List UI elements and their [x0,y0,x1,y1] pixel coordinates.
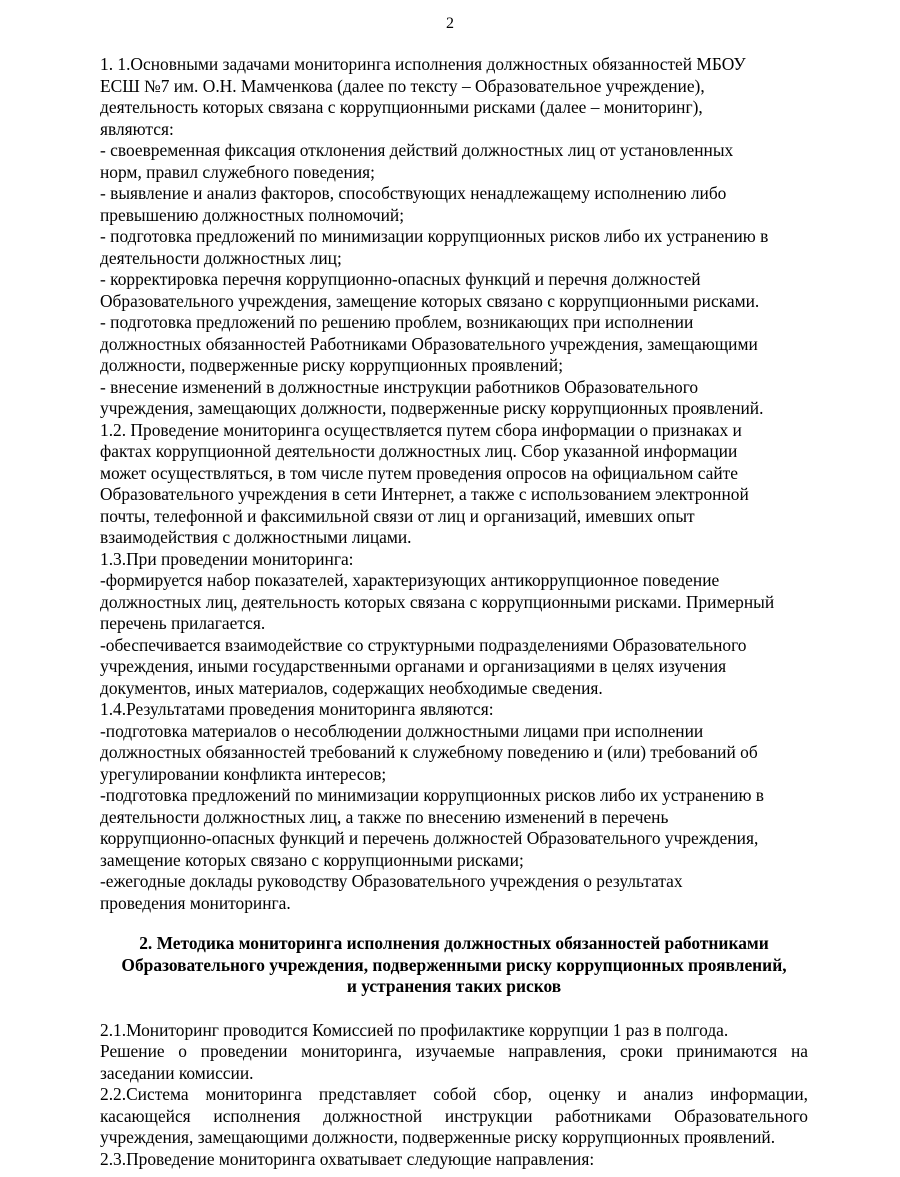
heading-line: 2. Методика мониторинга исполнения должностных обязанностей работниками [139,933,769,953]
heading-line: Образовательного учреждения, подверженными риску коррупционных проявлений, [121,954,787,975]
text-line: касающейся исполнения должностной инструкции работниками Образовательного [100,1105,808,1126]
text-line: учреждения, замещающих должности, подверженные риску коррупционных проявлений. [100,398,764,418]
text-line: должностных обязанностей Работниками Образовательного учреждения, замещающими [100,333,758,354]
text-line: может осуществляться, в том числе путем проведения опросов на официальном сайте [100,462,738,483]
text-line: ЕСШ №7 им. О.Н. Мамченкова (далее по тексту – Образовательное учреждение), [100,75,705,96]
text-line: -обеспечивается взаимодействие со структурными подразделениями Образовательного [100,634,747,655]
text-line: 1.3.При проведении мониторинга: [100,548,354,569]
text-line: фактах коррупционной деятельности должностных лиц. Сбор указанной информации [100,441,738,461]
text-line: должности, подверженные риску коррупционных проявлений; [100,355,564,375]
text-line: 1. 1.Основными задачами мониторинга исполнения должностных обязанностей МБОУ [100,54,746,74]
text-line: перечень прилагается. [100,613,266,633]
text-line: деятельности должностных лиц; [100,247,342,268]
text-line: -подготовка предложений по минимизации коррупционных рисков либо их устранению в [100,785,765,805]
text-line: урегулировании конфликта интересов; [100,763,387,784]
text-line: 2.3.Проведение мониторинга охватывает следующие направления: [100,1148,595,1169]
section-2-heading [100,933,808,998]
text-line: Образовательного учреждения в сети Интернет, а также с использованием электронной [100,484,749,504]
text-line: Образовательного учреждения, замещение которых связано с коррупционными рисками. [100,290,760,311]
page-number: 2 [446,15,454,32]
text-line: -ежегодные доклады руководству Образовательного учреждения о результатах [100,871,683,891]
text-line: - своевременная фиксация отклонения действий должностных лиц от установленных [100,140,734,160]
text-line: - выявление и анализ факторов, способствующих ненадлежащему исполнению либо [100,183,727,203]
section-2 [100,1020,808,1171]
text-line: должностных обязанностей требований к служебному поведению и (или) требований об [100,742,758,762]
text-line: учреждения, иными государственными органами и организациями в целях изучения [100,656,727,676]
document-body [100,54,808,1170]
section-1 [100,54,808,914]
text-line: коррупционно-опасных функций и перечень должностей Образовательного учреждения, [100,828,759,848]
text-line: учреждения, замещающими должности, подверженные риску коррупционных проявлений. [100,1127,776,1147]
text-line: деятельность которых связана с коррупционными рисками (далее – мониторинг), [100,97,703,117]
text-line: заседании комиссии. [100,1062,254,1083]
text-line: превышению должностных полномочий; [100,204,405,225]
text-line: замещение которых связано с коррупционными рисками; [100,849,524,870]
text-line: -формируется набор показателей, характеризующих антикоррупционное поведение [100,570,720,590]
text-line: 1.4.Результатами проведения мониторинга являются: [100,699,494,719]
text-line: почты, телефонной и факсимильной связи от лиц и организаций, имевших опыт [100,505,695,526]
text-line: - корректировка перечня коррупционно-опасных функций и перечня должностей [100,269,701,289]
text-line: 2.2.Система мониторинга представляет собой сбор, оценку и анализ информации, [100,1084,808,1104]
text-line: норм, правил служебного поведения; [100,161,375,182]
text-line: Решение о проведении мониторинга, изучаемые направления, сроки принимаются на [100,1041,808,1061]
text-line: взаимодействия с должностными лицами. [100,527,412,547]
text-line: 2.1.Мониторинг проводится Комиссией по профилактике коррупции 1 раз в полгода. [100,1019,729,1040]
text-line: документов, иных материалов, содержащих необходимые сведения. [100,677,603,698]
text-line: проведения мониторинга. [100,892,291,913]
text-line: деятельности должностных лиц, а также по внесению изменений в перечень [100,806,669,827]
text-line: -подготовка материалов о несоблюдении должностными лицами при исполнении [100,720,704,741]
text-line: являются: [100,118,174,139]
text-line: - подготовка предложений по решению проблем, возникающих при исполнении [100,312,694,332]
heading-line: и устранения таких рисков [346,976,562,996]
text-line: должностных лиц, деятельность которых связана с коррупционными рисками. Примерный [100,591,775,612]
text-line: - подготовка предложений по минимизации коррупционных рисков либо их устранению в [100,226,769,246]
text-line: - внесение изменений в должностные инструкции работников Образовательного [100,376,699,397]
text-line: 1.2. Проведение мониторинга осуществляется путем сбора информации о признаках и [100,419,742,440]
